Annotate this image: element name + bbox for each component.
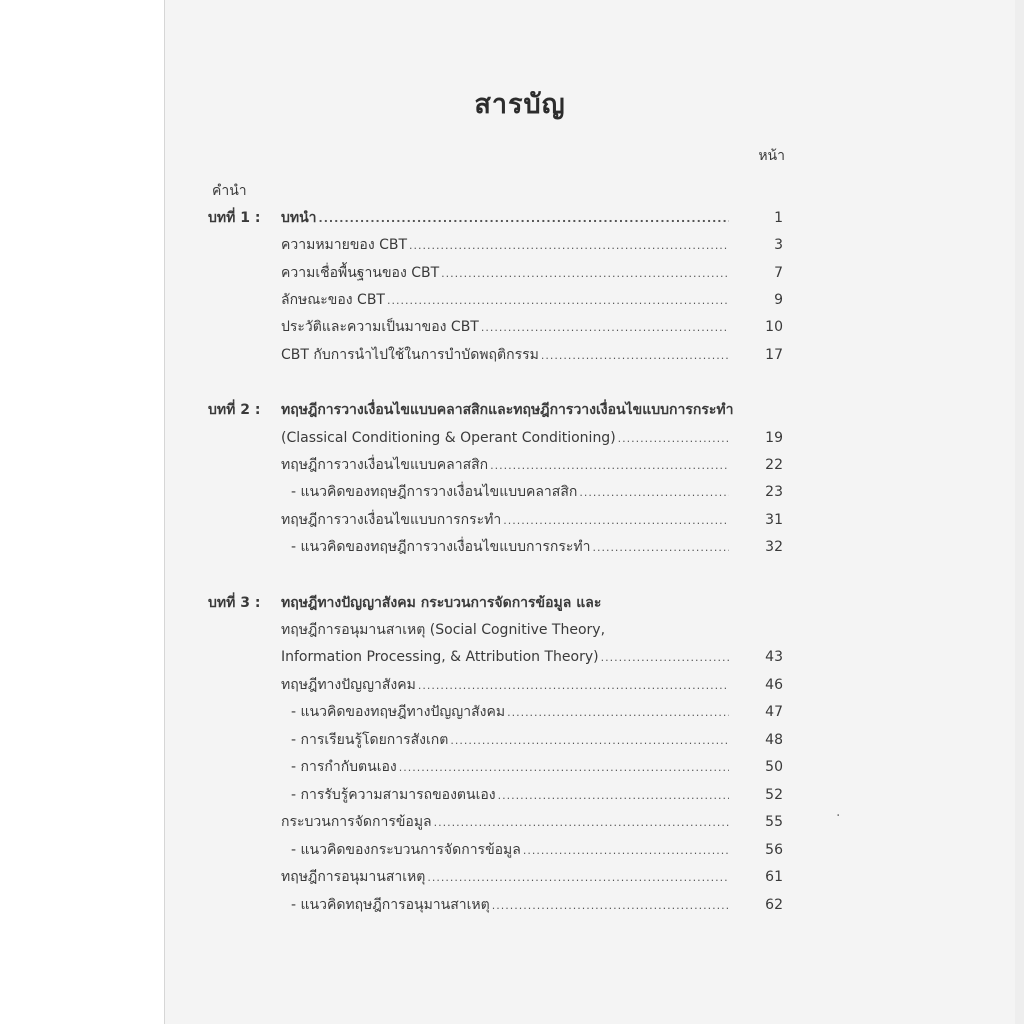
toc-entry — [281, 454, 783, 476]
toc-subentry — [291, 729, 783, 751]
toc-entry-text: กระบวนการจัดการข้อมูล — [281, 814, 432, 830]
chapter-2-heading — [281, 427, 783, 449]
chapter-3-heading — [281, 646, 783, 668]
toc-entry — [281, 289, 783, 311]
page-number: 7 — [774, 265, 783, 281]
page-number: 10 — [765, 319, 783, 335]
toc-subentry — [291, 839, 783, 861]
toc-entry-text: ทฤษฎีทางปัญญาสังคม — [281, 677, 416, 693]
dot-leader — [498, 785, 729, 807]
dot-leader — [507, 702, 729, 724]
toc-entry-text: ทฤษฎีการอนุมานสาเหตุ — [281, 869, 426, 885]
page-number: 56 — [765, 842, 783, 858]
toc-preface: คำนำ — [212, 183, 247, 199]
toc-entry-text: ทฤษฎีการวางเงื่อนไขแบบคลาสสิก — [281, 457, 489, 473]
chapter-heading-text: ทฤษฎีทางปัญญาสังคม กระบวนการจัดการข้อมูล และ — [281, 595, 602, 611]
page-number: 43 — [765, 649, 783, 665]
dot-leader — [418, 675, 729, 697]
toc-entry-text: - แนวคิดของทฤษฎีการวางเงื่อนไขแบบคลาสสิก — [291, 484, 578, 500]
toc-subentry — [291, 756, 783, 778]
toc-entry — [281, 866, 783, 888]
page-number: 23 — [765, 484, 783, 500]
page-number: 9 — [774, 292, 783, 308]
page-number: 19 — [765, 430, 783, 446]
toc-subentry — [291, 784, 783, 806]
chapter-2-label: บทที่ 2 : — [208, 402, 261, 418]
chapter-heading-text: บทนำ — [281, 210, 317, 226]
page-number: 48 — [765, 732, 783, 748]
page-number: 46 — [765, 677, 783, 693]
page-number: 61 — [765, 869, 783, 885]
page-fold-shadow — [1015, 0, 1024, 1024]
page-number: 1 — [774, 210, 783, 226]
chapter-heading-text: ทฤษฎีการอนุมานสาเหตุ (Social Cognitive Theory, — [281, 622, 606, 638]
chapter-1-label: บทที่ 1 : — [208, 210, 261, 226]
toc-entry-text: - การกำกับตนเอง — [291, 759, 397, 775]
toc-subentry — [291, 701, 783, 723]
page-number: 52 — [765, 787, 783, 803]
toc-entry — [281, 674, 783, 696]
toc-entry — [281, 262, 783, 284]
toc-entry-text: - แนวคิดของทฤษฎีทางปัญญาสังคม — [291, 704, 506, 720]
toc-entry — [281, 316, 783, 338]
toc-entry-text: ทฤษฎีการวางเงื่อนไขแบบการกระทำ — [281, 512, 502, 528]
toc-subentry — [291, 894, 783, 916]
page-number: 22 — [765, 457, 783, 473]
toc-entry-text: ความหมายของ CBT — [281, 237, 408, 253]
page-number: 17 — [765, 347, 783, 363]
chapter-1-heading — [281, 207, 783, 229]
toc-entry-text: - แนวคิดของทฤษฎีการวางเงื่อนไขแบบการกระทำ — [291, 539, 591, 555]
dot-leader — [592, 537, 729, 559]
dot-leader — [319, 208, 729, 230]
dot-leader — [490, 455, 729, 477]
chapter-2-heading-line — [281, 399, 781, 421]
toc-entry-text: - การเรียนรู้โดยการสังเกต — [291, 732, 449, 748]
page-margin — [0, 0, 164, 1024]
chapter-3-heading-line — [281, 619, 781, 641]
toc-entry — [281, 234, 783, 256]
page-number: 31 — [765, 512, 783, 528]
toc-entry — [281, 811, 783, 833]
dot-leader — [441, 263, 729, 285]
toc-entry-text: ประวัติและความเป็นมาของ CBT — [281, 319, 479, 335]
chapter-3-label: บทที่ 3 : — [208, 595, 261, 611]
toc-entry-text: - แนวคิดของกระบวนการจัดการข้อมูล — [291, 842, 521, 858]
page-number: 55 — [765, 814, 783, 830]
toc-subentry — [291, 481, 783, 503]
dot-leader — [399, 757, 729, 779]
toc-title: สารบัญ — [474, 89, 566, 120]
chapter-heading-text: Information Processing, & Attribution Theory) — [281, 649, 599, 665]
page-number: 62 — [765, 897, 783, 913]
page-column-header: หน้า — [758, 148, 785, 164]
dot-leader — [427, 867, 729, 889]
page-number: 3 — [774, 237, 783, 253]
dot-leader — [387, 290, 729, 312]
chapter-3-heading-line — [281, 592, 781, 614]
dot-leader — [618, 428, 729, 450]
dot-leader — [503, 510, 729, 532]
dot-leader — [523, 840, 729, 862]
dot-leader — [541, 345, 729, 367]
toc-entry-text: ลักษณะของ CBT — [281, 292, 385, 308]
dot-leader — [409, 235, 729, 257]
dot-leader — [579, 482, 729, 504]
toc-entry-text: CBT กับการนำไปใช้ในการบำบัดพฤติกรรม — [281, 347, 539, 363]
toc-subentry — [291, 536, 783, 558]
toc-entry-text: - การรับรู้ความสามารถของตนเอง — [291, 787, 496, 803]
chapter-heading-text: (Classical Conditioning & Operant Conditioning) — [281, 430, 616, 446]
toc-entry-text: - แนวคิดทฤษฎีการอนุมานสาเหตุ — [291, 897, 490, 913]
page-number: 47 — [765, 704, 783, 720]
scan-mark: · — [836, 808, 841, 824]
toc-entry — [281, 344, 783, 366]
dot-leader — [450, 730, 729, 752]
dot-leader — [492, 895, 729, 917]
dot-leader — [601, 647, 729, 669]
toc-entry — [281, 509, 783, 531]
page-number: 32 — [765, 539, 783, 555]
dot-leader — [481, 317, 729, 339]
chapter-heading-text: ทฤษฎีการวางเงื่อนไขแบบคลาสสิกและทฤษฎีการวางเงื่อนไขแบบการกระทำ — [281, 402, 734, 418]
dot-leader — [434, 812, 729, 834]
toc-entry-text: ความเชื่อพื้นฐานของ CBT — [281, 265, 440, 281]
page-number: 50 — [765, 759, 783, 775]
